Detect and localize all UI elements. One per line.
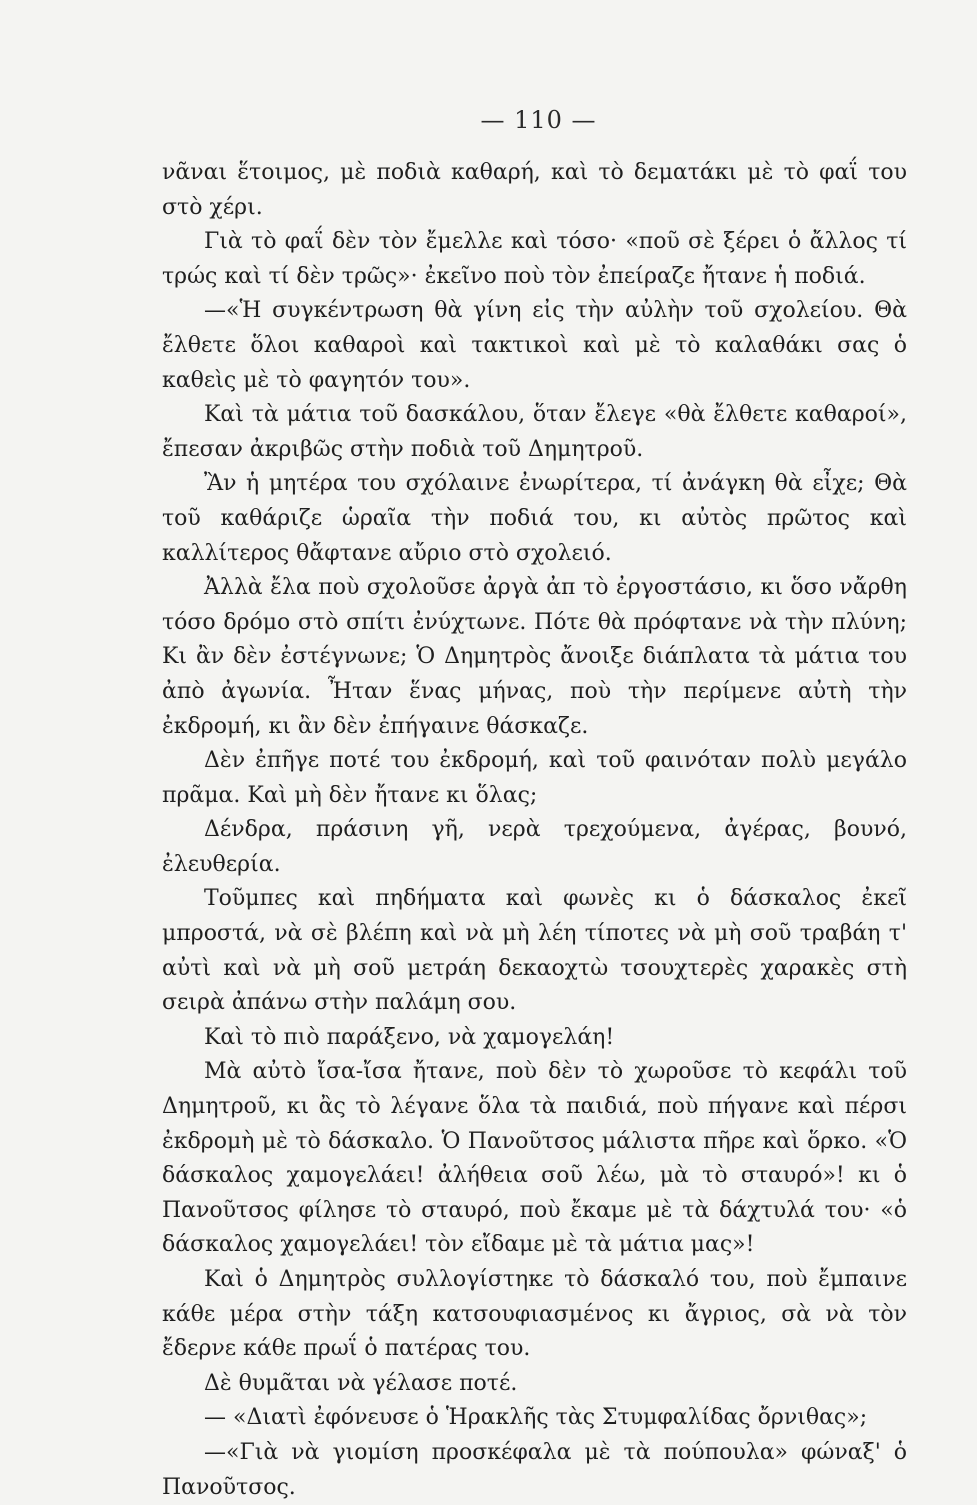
paragraph-13: Δὲ θυμᾶται νὰ γέλασε ποτέ. <box>204 1370 518 1396</box>
paragraph-1: νᾶναι ἕτοιμος, μὲ ποδιὰ καθαρή, καὶ τὸ δεματάκι μὲ τὸ φαΐ του στὸ χέρι. <box>162 160 907 220</box>
paragraph-6: Ἀλλὰ ἔλα ποὺ σχολοῦσε ἀργὰ ἀπ τὸ ἐργοστάσιο, κι ὅσο νἄρθη τόσο δρόμο στὸ σπίτι ἐνύχτωνε. Πότε θὰ πρόφτανε νὰ τὴν πλύνη; Κι ἂν δὲν ἐστέγνωνε; Ὁ Δημητρὸς ἄνοιξε διάπλατα τὰ μάτια του ἀπὸ ἀγωνία. Ἦταν ἕνας μήνας, ποὺ τὴν περίμενε αὐτὴ τὴν ἐκδρομή, κι ἂν δὲν ἐπήγαινε θάσκαζε. <box>162 575 907 739</box>
paragraph-14: — «Διατὶ ἐφόνευσε ὁ Ἡρακλῆς τὰς Στυμφαλίδας ὄρνιθας»; <box>204 1405 868 1431</box>
paragraph-10: Καὶ τὸ πιὸ παράξενο, νὰ χαμογελάη! <box>204 1024 615 1050</box>
paragraph-12: Καὶ ὁ Δημητρὸς συλλογίστηκε τὸ δάσκαλό του, ποὺ ἔμπαινε κάθε μέρα στὴν τάξη κατσουφιασμένος κι ἄγριος, σὰ νὰ τὸν ἔδερνε κάθε πρωΐ ὁ πατέρας του. <box>162 1267 907 1362</box>
paragraph-8: Δένδρα, πράσινη γῆ, νερὰ τρεχούμενα, ἀγέρας, βουνό, ἐλευθερία. <box>162 817 907 877</box>
paragraph-15: —«Γιὰ νὰ γιομίση προσκέφαλα μὲ τὰ πούπουλα» φώναξ' ὁ Πανοῦτσος. <box>162 1439 907 1500</box>
paragraph-9: Τοῦμπες καὶ πηδήματα καὶ φωνὲς κι ὁ δάσκαλος ἐκεῖ μπροστά, νὰ σὲ βλέπη καὶ νὰ μὴ λέη τίποτες νὰ μὴ σοῦ τραβάη τ' αὐτὶ καὶ νὰ μὴ σοῦ μετράη δεκαοχτὼ τσουχτερὲς χαρακὲς στὴ σειρὰ ἀπάνω στὴν παλάμη σου. <box>162 886 907 1016</box>
paragraph-2: Γιὰ τὸ φαΐ δὲν τὸν ἔμελλε καὶ τόσο· «ποῦ σὲ ξέρει ὁ ἄλλος τί τρώς καὶ τί δὲν τρῶς»· ἐκεῖνο ποὺ τὸν ἐπείραζε ἤτανε ἡ ποδιά. <box>162 229 907 289</box>
page-number: — 110 — <box>480 106 597 134</box>
paragraph-4: Καὶ τὰ μάτια τοῦ δασκάλου, ὅταν ἔλεγε «θὰ ἔλθετε καθαροί», ἔπεσαν ἀκριβῶς στὴν ποδιὰ τοῦ Δημητροῦ. <box>162 402 907 462</box>
paragraph-11: Μὰ αὐτὸ ἴσα-ἴσα ἤτανε, ποὺ δὲν τὸ χωροῦσε τὸ κεφάλι τοῦ Δημητροῦ, κι ἂς τὸ λέγανε ὅλα τὰ παιδιά, ποὺ πήγανε καὶ πέρσι ἐκδρομὴ μὲ τὸ δάσκαλο. Ὁ Πανοῦτσος μάλιστα πῆρε καὶ ὅρκο. «Ὁ δάσκαλος χαμογελάει! ἀλήθεια σοῦ λέω, μὰ τὸ σταυρό»! κι ὁ Πανοῦτσος φίλησε τὸ σταυρό, ποὺ ἔκαμε μὲ τὰ δάχτυλά του· «ὁ δάσκαλος χαμογελάει! τὸν εἴδαμε μὲ τὰ μάτια μας»! <box>162 1059 907 1258</box>
paragraph-5: Ἂν ἡ μητέρα του σχόλαινε ἐνωρίτερα, τί ἀνάγκη θὰ εἶχε; Θὰ τοῦ καθάριζε ὡραῖα τὴν ποδιά του, κι αὐτὸς πρῶτος καὶ καλλίτερος θἄφτανε αὔριο στὸ σχολειό. <box>162 471 907 566</box>
paragraph-7: Δὲν ἐπῆγε ποτέ του ἐκδρομή, καὶ τοῦ φαινόταν πολὺ μεγάλο πρᾶμα. Καὶ μὴ δὲν ἤτανε κι ὅλας; <box>162 748 907 808</box>
body-text <box>162 156 907 1505</box>
paragraph-3: —«Ἡ συγκέντρωση θὰ γίνη εἰς τὴν αὐλὴν τοῦ σχολείου. Θὰ ἔλθετε ὅλοι καθαροὶ καὶ τακτικοὶ καὶ μὲ τὸ καλαθάκι σας ὁ καθεὶς μὲ τὸ φαγητόν του». <box>162 298 907 393</box>
